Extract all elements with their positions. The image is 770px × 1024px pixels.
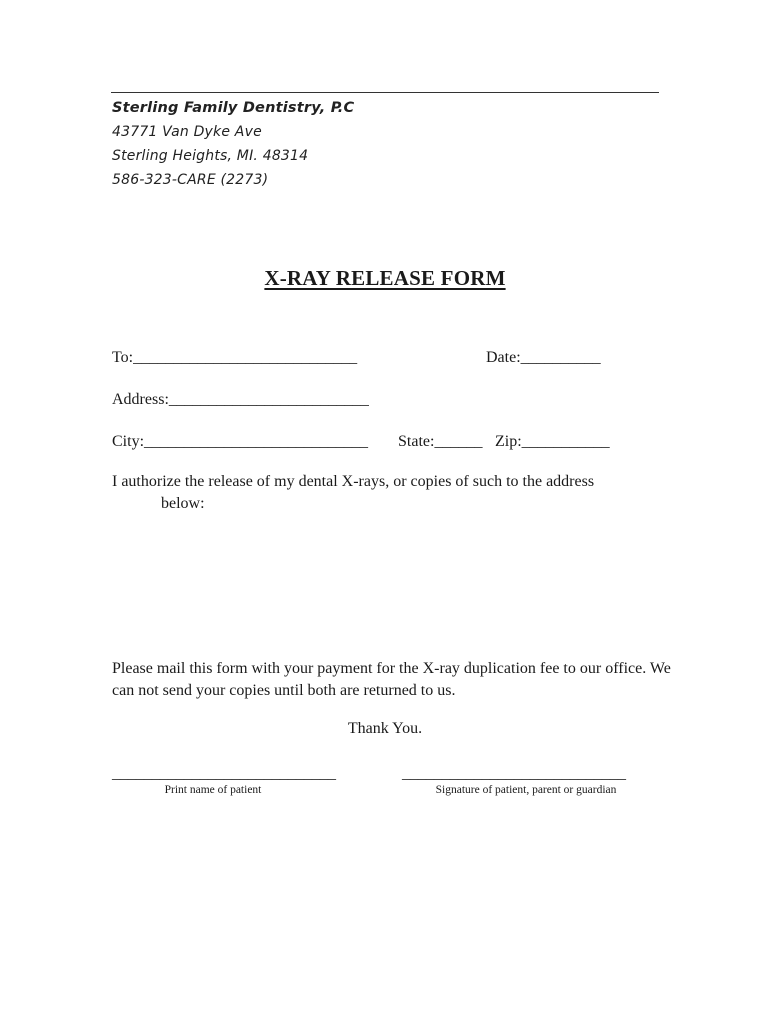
practice-street: 43771 Van Dyke Ave	[112, 124, 262, 140]
signature-line[interactable]: ____________________________	[402, 765, 626, 782]
practice-phone: 586-323-CARE (2273)	[112, 172, 269, 188]
address-field[interactable]: Address:_________________________	[112, 391, 369, 408]
authorization-line-1: I authorize the release of my dental X-rays, or copies of such to the address	[112, 473, 595, 490]
practice-name: Sterling Family Dentistry, P.C	[112, 100, 355, 116]
practice-city: Sterling Heights, MI. 48314	[112, 148, 309, 164]
to-field[interactable]: To:____________________________	[112, 349, 358, 366]
letterhead	[112, 96, 512, 192]
city-field[interactable]: City:____________________________	[112, 433, 369, 450]
thank-you: Thank You.	[347, 720, 423, 737]
authorization-statement	[112, 471, 672, 515]
form-title: X-RAY RELEASE FORM	[264, 266, 506, 290]
date-field[interactable]: Date:__________	[486, 349, 601, 366]
print-name-label: Print name of patient	[164, 784, 262, 796]
print-name-line[interactable]: ____________________________	[112, 765, 336, 782]
signature-label: Signature of patient, parent or guardian	[435, 784, 617, 796]
authorization-line-2: below:	[161, 495, 205, 512]
mail-instructions: Please mail this form with your payment for the X-ray duplication fee to our office. We can not send your copies until both are returned to us.	[112, 660, 671, 699]
zip-field[interactable]: Zip:___________	[495, 433, 610, 450]
state-field[interactable]: State:______	[398, 433, 483, 450]
header-rule	[111, 92, 659, 93]
